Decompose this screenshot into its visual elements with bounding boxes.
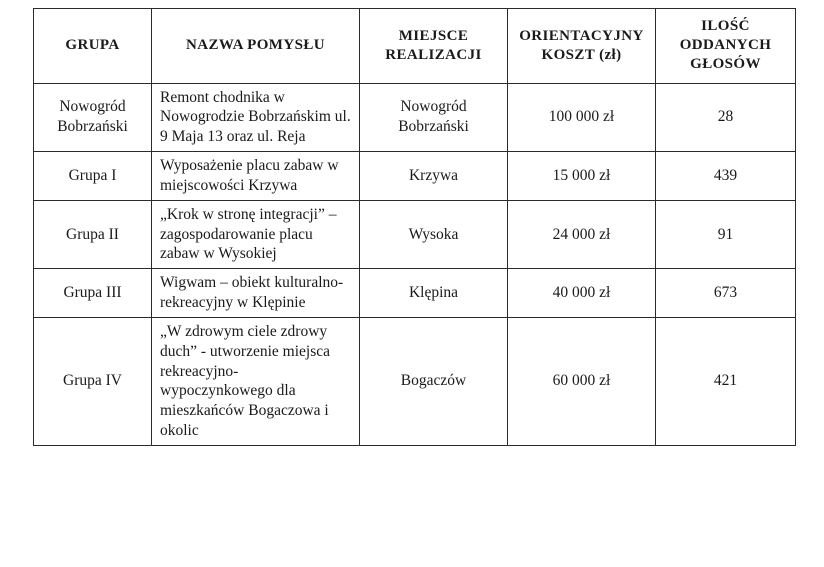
column-header-glosy-line2: ODDANYCH bbox=[679, 37, 772, 54]
cell-grupa: Grupa I bbox=[34, 152, 152, 201]
cell-glosy: 439 bbox=[656, 152, 796, 201]
cell-miejsce: Nowogród Bobrzański bbox=[360, 83, 508, 151]
column-header-koszt-line2: KOSZT (zł) bbox=[541, 46, 622, 63]
cell-koszt: 40 000 zł bbox=[508, 269, 656, 318]
cell-glosy: 28 bbox=[656, 83, 796, 151]
cell-miejsce: Bogaczów bbox=[360, 317, 508, 445]
column-header-glosy-line1: ILOŚĆ bbox=[701, 18, 750, 34]
column-header-miejsce-line2: REALIZACJI bbox=[385, 46, 482, 63]
cell-koszt: 24 000 zł bbox=[508, 200, 656, 268]
column-header-miejsce bbox=[360, 9, 508, 84]
cell-nazwa: Wigwam – obiekt kulturalno-rekreacyjny w Klępinie bbox=[152, 269, 360, 318]
cell-grupa: Grupa III bbox=[34, 269, 152, 318]
table-row bbox=[34, 83, 796, 151]
table-row bbox=[34, 317, 796, 445]
column-header-grupa bbox=[34, 9, 152, 84]
results-table bbox=[33, 8, 796, 446]
column-header-glosy-line3: GŁOSÓW bbox=[690, 56, 761, 73]
cell-nazwa: „W zdrowym ciele zdrowy duch” - utworzenie miejsca rekreacyjno-wypoczynkowego dla mieszkańców Bogaczowa i okolic bbox=[152, 317, 360, 445]
table-header-row bbox=[34, 9, 796, 84]
column-header-koszt-line1: ORIENTACYJNY bbox=[519, 27, 644, 44]
cell-miejsce: Klępina bbox=[360, 269, 508, 318]
cell-nazwa: Remont chodnika w Nowogrodzie Bobrzańskim ul. 9 Maja 13 oraz ul. Reja bbox=[152, 83, 360, 151]
column-header-nazwa-line1: NAZWA POMYSŁU bbox=[186, 37, 325, 54]
table-row bbox=[34, 152, 796, 201]
cell-miejsce: Krzywa bbox=[360, 152, 508, 201]
cell-miejsce: Wysoka bbox=[360, 200, 508, 268]
cell-grupa: Grupa IV bbox=[34, 317, 152, 445]
cell-koszt: 60 000 zł bbox=[508, 317, 656, 445]
cell-grupa: Grupa II bbox=[34, 200, 152, 268]
column-header-koszt bbox=[508, 9, 656, 84]
cell-glosy: 673 bbox=[656, 269, 796, 318]
cell-koszt: 15 000 zł bbox=[508, 152, 656, 201]
cell-koszt: 100 000 zł bbox=[508, 83, 656, 151]
cell-nazwa: Wyposażenie placu zabaw w miejscowości Krzywa bbox=[152, 152, 360, 201]
column-header-nazwa bbox=[152, 9, 360, 84]
table-body bbox=[34, 83, 796, 445]
table-header bbox=[34, 9, 796, 84]
table-row bbox=[34, 200, 796, 268]
column-header-grupa-line1: GRUPA bbox=[65, 37, 120, 54]
column-header-glosy bbox=[656, 9, 796, 84]
cell-glosy: 91 bbox=[656, 200, 796, 268]
cell-glosy: 421 bbox=[656, 317, 796, 445]
table-row bbox=[34, 269, 796, 318]
cell-nazwa: „Krok w stronę integracji” – zagospodarowanie placu zabaw w Wysokiej bbox=[152, 200, 360, 268]
column-header-miejsce-line1: MIEJSCE bbox=[398, 27, 469, 44]
cell-grupa: Nowogród Bobrzański bbox=[34, 83, 152, 151]
